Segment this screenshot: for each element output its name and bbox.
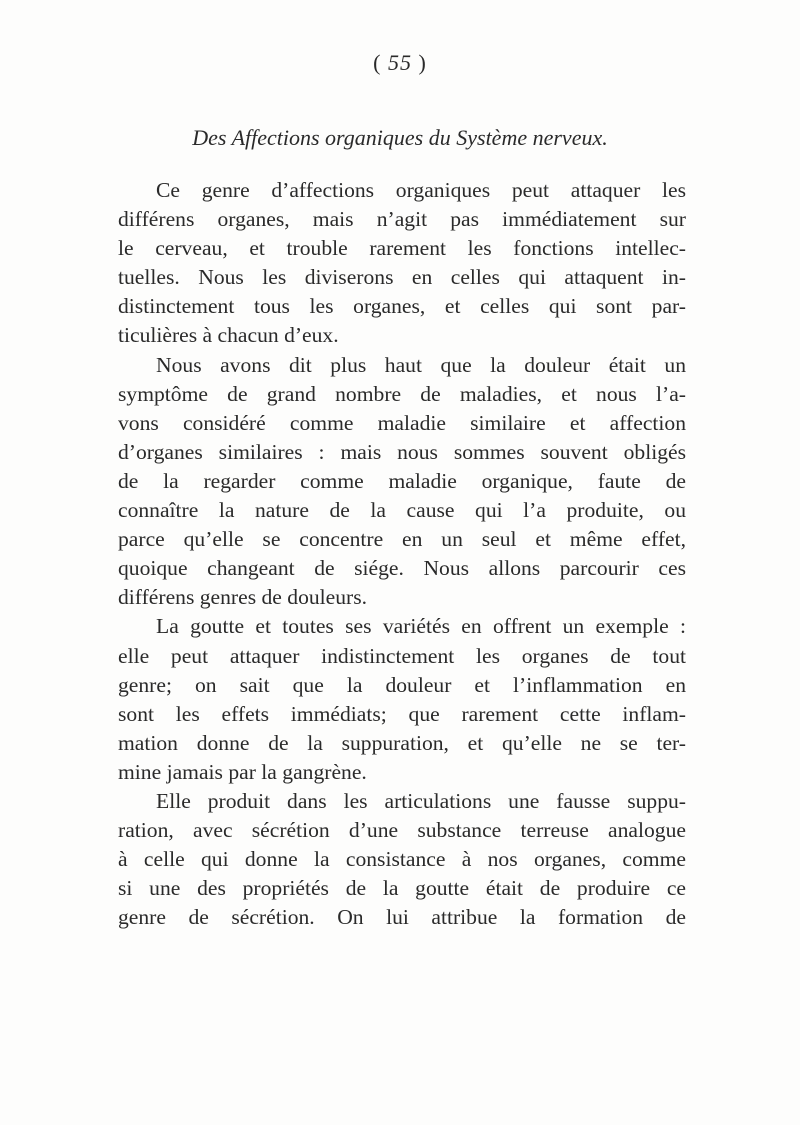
paragraph xyxy=(118,176,686,351)
text-line: à celle qui donne la consistance à nos organes, comme xyxy=(118,847,686,872)
text-line: Elle produit dans les articulations une fausse suppu- xyxy=(156,788,686,813)
text-line: sont les effets immédiats; que rarement cette inflam- xyxy=(118,701,686,726)
page-number-close-paren: ) xyxy=(418,50,427,75)
text-line: Ce genre d’affections organiques peut attaquer les xyxy=(156,178,686,202)
text-line: tuelles. Nous les diviserons en celles qui attaquent in- xyxy=(118,265,686,290)
text-line: genre de sécrétion. On lui attribue la formation de xyxy=(118,905,686,930)
text-line: d’organes similaires : mais nous sommes souvent obligés xyxy=(118,439,686,464)
paragraph xyxy=(118,612,686,787)
text-line: ticulières à chacun d’eux. xyxy=(118,323,339,348)
text-line: de la regarder comme maladie organique, faute de xyxy=(118,468,686,493)
text-line: La goutte et toutes ses variétés en offrent un exemple : xyxy=(156,614,686,639)
text-line: distinctement tous les organes, et celles qui sont par- xyxy=(118,294,686,319)
paragraph xyxy=(118,351,686,613)
page-number-value: 55 xyxy=(388,50,412,75)
text-line: quoique changeant de siége. Nous allons parcourir ces xyxy=(118,556,686,581)
page-number xyxy=(0,50,800,76)
text-line: Nous avons dit plus haut que la douleur était un xyxy=(156,352,686,377)
section-title: Des Affections organiques du Système nerveux. xyxy=(192,125,608,150)
text-line: connaître la nature de la cause qui l’a produite, ou xyxy=(118,498,686,523)
text-line: vons considéré comme maladie similaire et affection xyxy=(118,410,686,435)
body-text xyxy=(118,176,686,932)
text-line: elle peut attaquer indistinctement les organes de tout xyxy=(118,643,686,668)
text-line: mation donne de la suppuration, et qu’elle ne se ter- xyxy=(118,730,686,755)
text-line: si une des propriétés de la goutte était de produire ce xyxy=(118,876,686,901)
text-line: genre; on sait que la douleur et l’inflammation en xyxy=(118,672,686,697)
text-line: différens organes, mais n’agit pas immédiatement sur xyxy=(118,207,686,232)
text-line: différens genres de douleurs. xyxy=(118,585,368,610)
page-number-open-paren: ( xyxy=(373,50,382,75)
text-line: symptôme de grand nombre de maladies, et nous l’a- xyxy=(118,381,686,406)
paragraph xyxy=(118,787,686,932)
text-line: le cerveau, et trouble rarement les fonctions intellec- xyxy=(118,236,686,261)
text-line: mine jamais par la gangrène. xyxy=(118,759,367,784)
text-line: ration, avec sécrétion d’une substance terreuse analogue xyxy=(118,818,686,843)
text-line: parce qu’elle se concentre en un seul et même effet, xyxy=(118,527,686,552)
